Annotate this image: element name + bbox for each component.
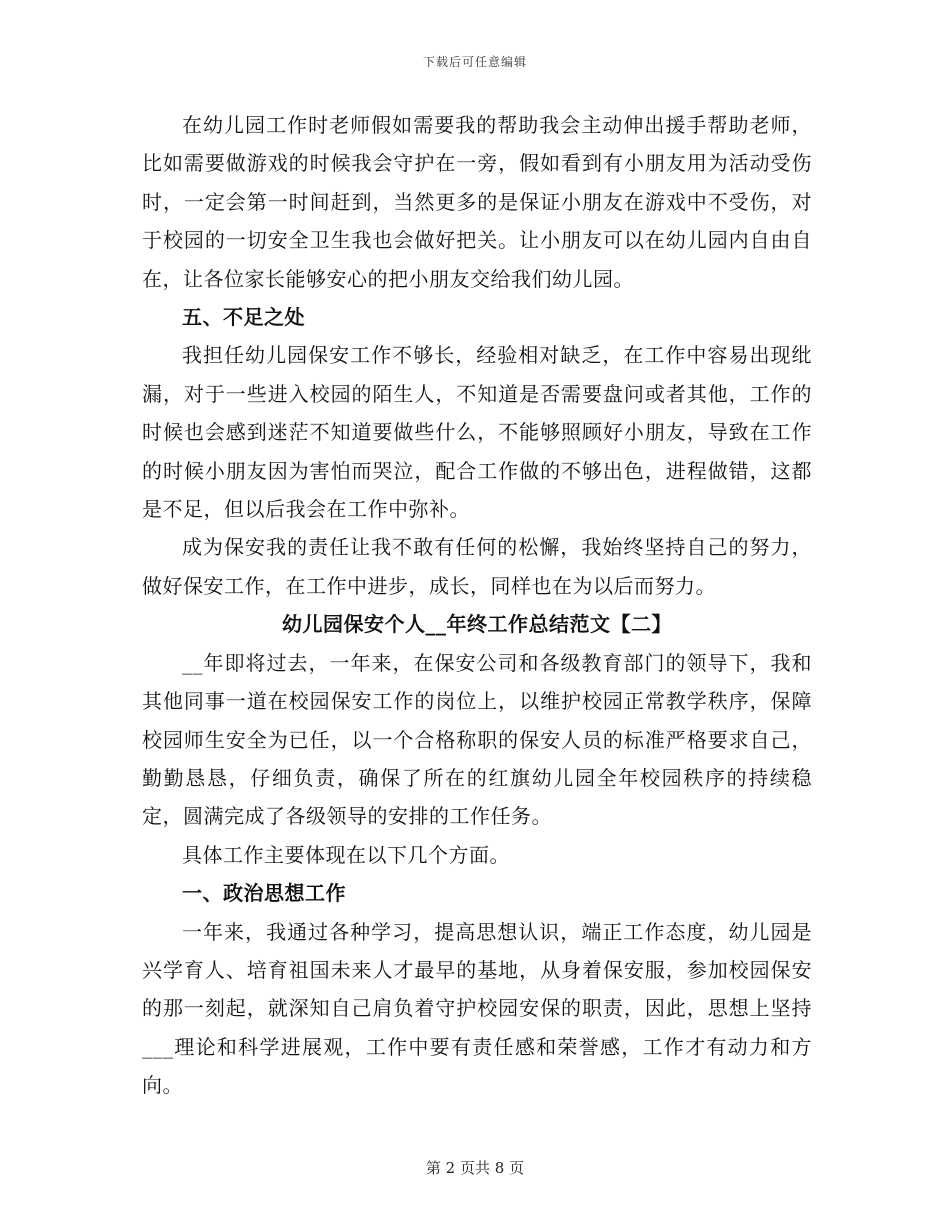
paragraph-political-thought: 一年来，我通过各种学习，提高思想认识，端正工作态度，幼儿园是兴学育人、培育祖国未来人才最早的基地，从身着保安服，参加校园保安的那一刻起，就深知自己肩负着守护校园安保的职责，因此，思想上坚持___理论和科学进展观，工作中要有责任感和荣誉感，工作才有动力和方向。 [142,919,812,1098]
section-heading-political-thought: 一、政治思想工作 [182,881,346,906]
paragraph-responsibility: 成为保安我的责任让我不敢有任何的松懈，我始终坚持自己的努力，做好保安工作，在工作中进步，成长，同样也在为以后而努力。 [142,535,812,598]
document-body [142,106,812,1105]
section-heading-shortcomings: 五、不足之处 [182,305,305,330]
paragraph-year-overview: __年即将过去，一年来，在保安公司和各级教育部门的领导下，我和其他同事一道在校园保安工作的岗位上，以维护校园正常教学秩序，保障校园师生安全为已任，以一个合格称职的保安人员的标准严格要求自己，勤勤恳恳，仔细负责，确保了所在的红旗幼儿园全年校园秩序的持续稳定，圆满完成了各级领导的安排的工作任务。 [142,650,812,829]
paragraph-aspects-intro: 具体工作主要体现在以下几个方面。 [182,842,510,867]
document-title-part-two: 幼儿园保安个人__年终工作总结范文【二】 [282,612,672,637]
page-footer: 第 2 页共 8 页 [425,1159,525,1177]
page-header: 下载后可任意编辑 [422,55,527,69]
paragraph-helping-teachers: 在幼儿园工作时老师假如需要我的帮助我会主动伸出援手帮助老师，比如需要做游戏的时候我会守护在一旁，假如看到有小朋友用为活动受伤时，一定会第一时间赶到，当然更多的是保证小朋友在游戏中不受伤，对于校园的一切安全卫生我也会做好把关。让小朋友可以在幼儿园内自由自在，让各位家长能够安心的把小朋友交给我们幼儿园。 [142,113,812,291]
paragraph-shortcomings: 我担任幼儿园保安工作不够长，经验相对缺乏，在工作中容易出现纰漏，对于一些进入校园的陌生人，不知道是否需要盘问或者其他，工作的时候也会感到迷茫不知道要做些什么，不能够照顾好小朋友，导致在工作的时候小朋友因为害怕而哭泣，配合工作做的不够出色，进程做错，这都是不足，但以后我会在工作中弥补。 [142,343,812,522]
